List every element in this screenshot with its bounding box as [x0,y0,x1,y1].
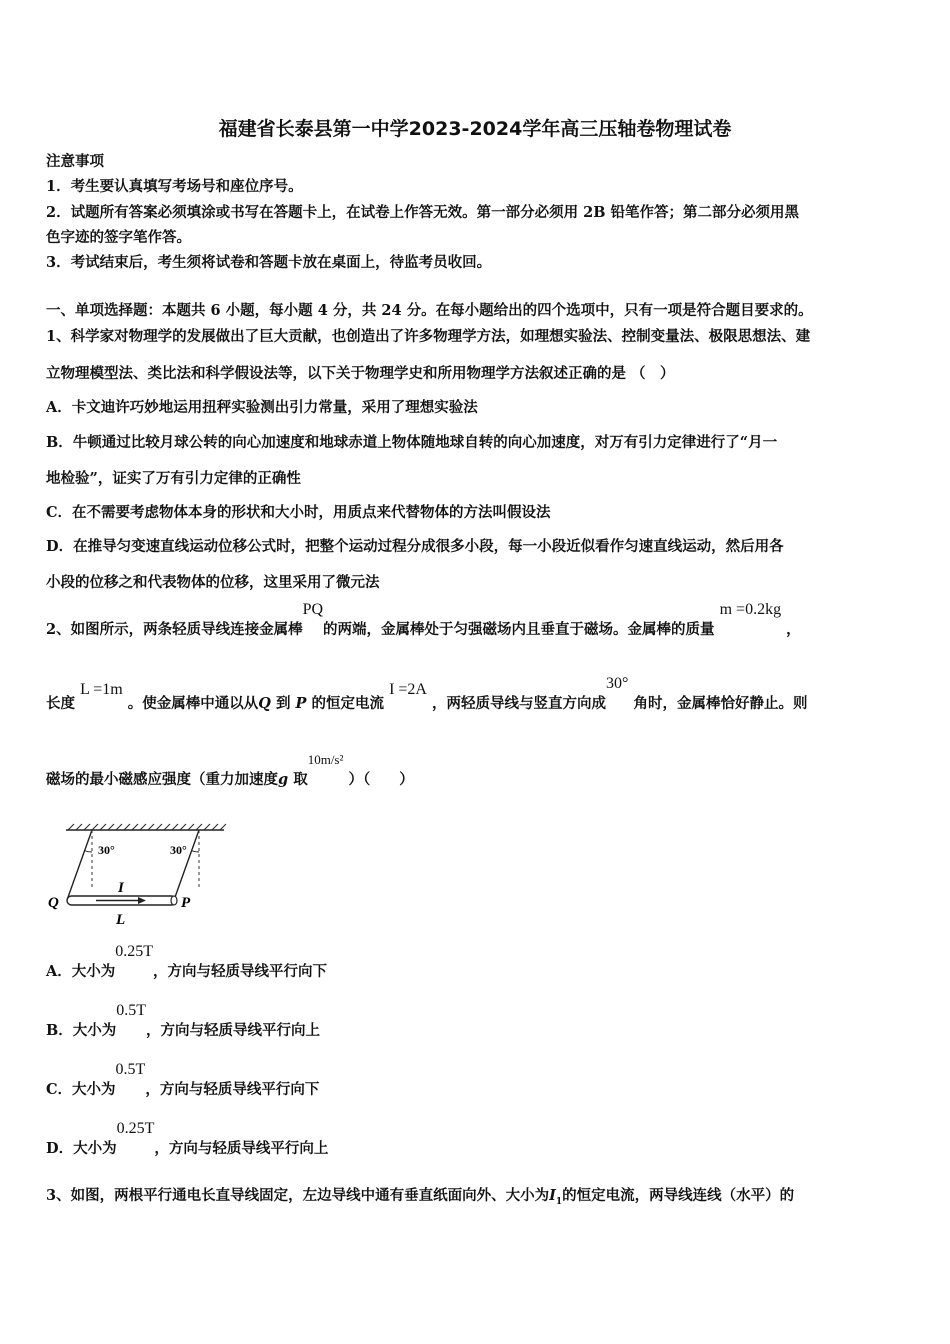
page-title: 福建省长泰县第一中学2023-2024学年高三压轴卷物理试卷 [218,118,732,140]
q1-stem-line2: 立物理模型法、类比法和科学假设法等，以下关于物理学史和所用物理学方法叙述正确的是 （ ） [46,365,675,382]
q-end-label: Q [48,895,59,911]
q2-stem-line2: 长度 L =1m 。使金属棒中通以从Q 到 P 的恒定电流 I =2A ，两轻质导线与竖直方向成30° 角时，金属棒恰好静止。则 [46,675,808,712]
left-angle-arc [85,851,93,852]
q1-option-a: A．卡文迪许巧妙地运用扭秤实验测出引力常量，采用了理想实验法 [46,399,478,416]
option-a-value: 0.25T [115,943,154,960]
section-heading: 一、单项选择题：本题共 6 小题，每小题 4 分，共 24 分。在每小题给出的四个选项中，只有一项是符合题目要求的。 [46,302,813,319]
q1-option-c: C．在不需要考虑物体本身的形状和大小时，用质点来代替物体的方法叫假设法 [46,504,551,521]
q1-stem-line1: 1、科学家对物理学的发展做出了巨大贡献，也创造出了许多物理学方法，如理想实验法、控制变量法、极限思想法、建 [46,328,811,345]
q2-option-c: C．大小为0.5T，方向与轻质导线平行向下 [46,1061,320,1098]
q2-option-a: A．大小为0.25T，方向与轻质导线平行向下 [46,943,328,980]
option-b-value: 0.5T [116,1002,147,1019]
notice-item-2-cont: 色字迹的签字笔作答。 [46,229,191,246]
q1-option-d-line2: 小段的位移之和代表物体的位移，这里采用了微元法 [46,574,380,591]
q2-stem-line1: 2、如图所示，两条轻质导线连接金属棒PQ的两端，金属棒处于匀强磁场内且垂直于磁场。金属棒的质量 m =0.2kg ， [46,601,801,638]
mass-formula: m =0.2kg [719,601,782,618]
option-d-value: 0.25T [116,1120,155,1137]
rod-end-cap [171,896,177,905]
current-formula: I =2A [389,681,427,698]
q1-option-b-line2: 地检验”，证实了万有引力定律的正确性 [46,470,301,487]
q2-stem-line3: 磁场的最小磁感应强度（重力加速度g 取10m/s² ）（ ） [46,752,414,788]
right-wire [174,830,199,900]
ceiling-hatch [66,824,226,830]
q2-figure [44,818,234,934]
gravity-value: 10m/s² [307,752,344,767]
notice-item-1: 1．考生要认真填写考场号和座位序号。 [46,178,303,195]
p-end-label: P [181,895,191,911]
option-c-value: 0.5T [115,1061,146,1078]
pq-symbol: PQ [302,601,324,618]
left-angle-label: 30° [98,843,115,857]
right-angle-label: 30° [170,843,187,857]
length-label: L [116,912,126,928]
notice-heading: 注意事项 [46,153,104,170]
left-wire [67,830,92,900]
angle-value: 30° [606,675,629,692]
q1-option-d-line1: D．在推导匀变速直线运动位移公式时，把整个运动过程分成很多小段，每一小段近似看作匀速直线运动，然后用各 [46,538,784,555]
right-angle-arc [192,851,200,852]
q2-option-d: D．大小为0.25T，方向与轻质导线平行向上 [46,1120,329,1157]
q1-option-b-line1: B．牛顿通过比较月球公转的向心加速度和地球赤道上物体随地球自转的向心加速度，对万有引力定律进行了“月一 [46,434,778,451]
length-formula: L =1m [80,681,123,698]
notice-item-3: 3．考试结束后，考生须将试卷和答题卡放在桌面上，待监考员收回。 [46,254,492,271]
q2-option-b: B．大小为0.5T，方向与轻质导线平行向上 [46,1002,321,1039]
notice-item-2: 2．试题所有答案必须填涂或书写在答题卡上，在试卷上作答无效。第一部分必须用 2B 铅笔作答；第二部分必须用黑 [46,204,800,221]
current-label: I [118,880,124,896]
q3-stem-line1: 3、如图，两根平行通电长直导线固定，左边导线中通有垂直纸面向外、大小为$I_1$的恒定电流，两导线连线（水平）的 [46,1187,795,1207]
